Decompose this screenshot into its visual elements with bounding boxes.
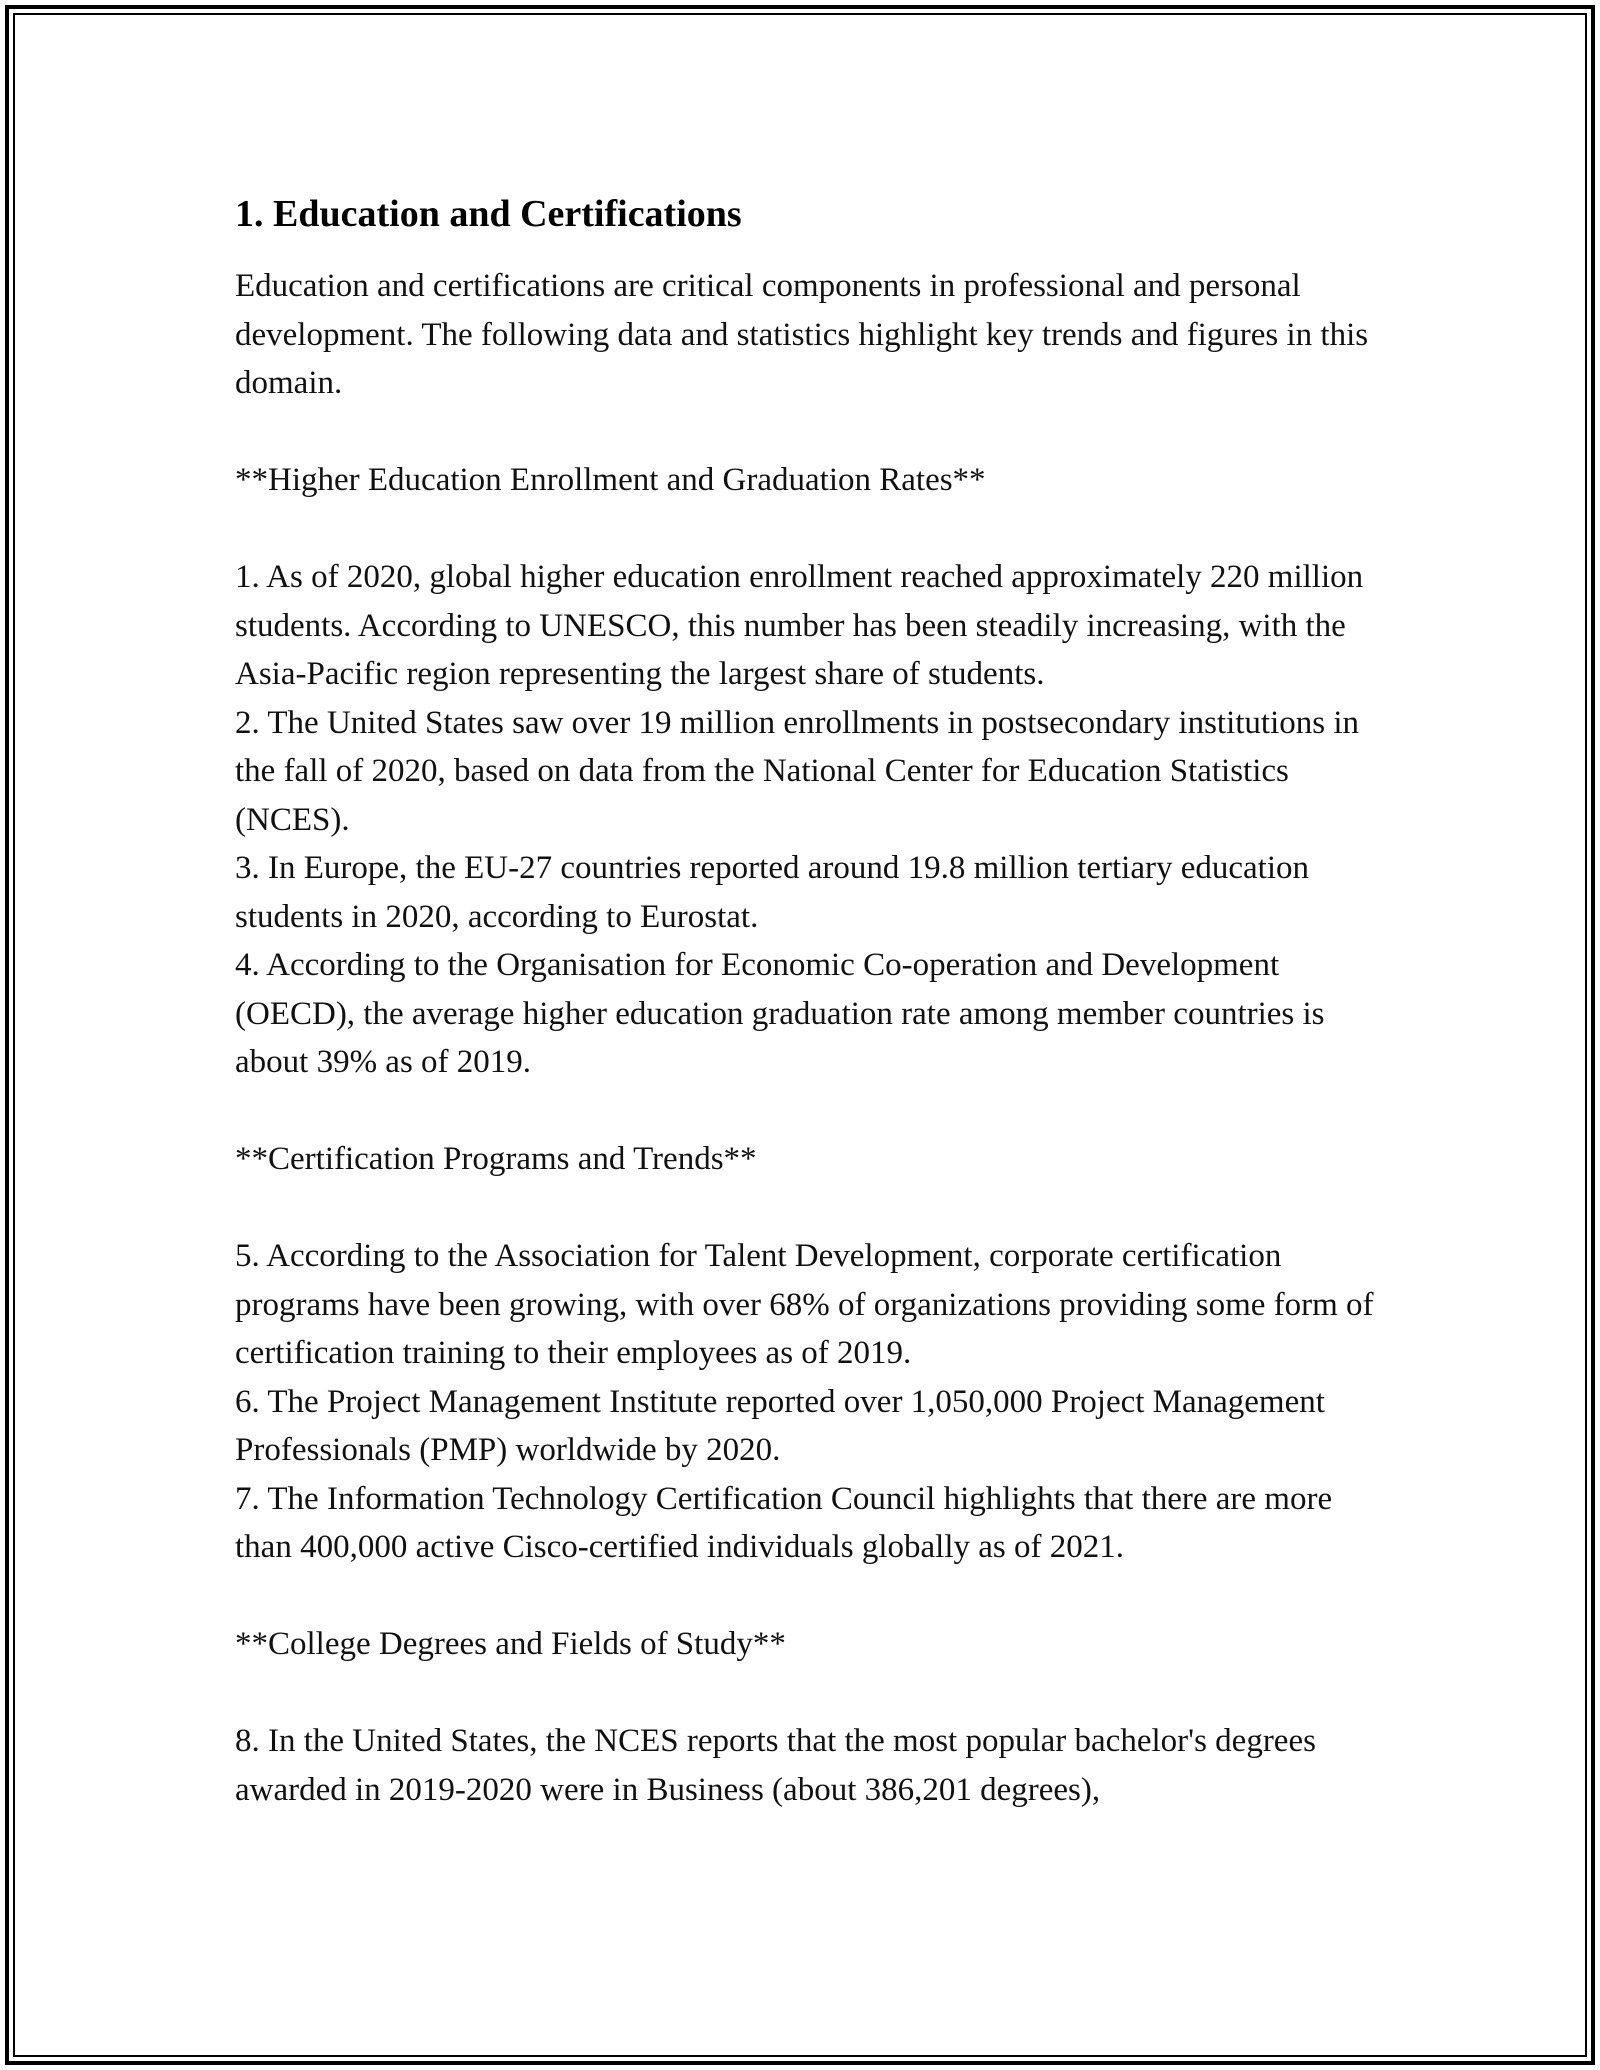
spacer [235, 505, 1385, 554]
list-item: 7. The Information Technology Certification Council highlights that there are more than 400,000 active Cisco-certified individuals globally as of 2021. [235, 1480, 1333, 1565]
list-item: 1. As of 2020, global higher education enrollment reached approximately 220 million students. According to UNESCO, this number has been steadily increasing, with the Asia-Pacific region representing the largest share of students. [235, 559, 1364, 692]
spacer [235, 1087, 1385, 1136]
list-item: 3. In Europe, the EU-27 countries reported around 19.8 million tertiary education students in 2020, according to Eurostat. [235, 850, 1310, 935]
list-item: 5. According to the Association for Talent Development, corporate certification programs have been growing, with over 68% of organizations providing some form of certification training to their employees as of 2019. [235, 1238, 1374, 1371]
spacer [235, 408, 1385, 457]
list-item: 6. The Project Management Institute reported over 1,050,000 Project Management Professionals (PMP) worldwide by 2020. [235, 1383, 1325, 1468]
intro-paragraph: Education and certifications are critical components in professional and personal development. The following data and statistics highlight key trends and figures in this domain. [235, 268, 1369, 401]
page-title: 1. Education and Certifications [235, 193, 742, 235]
document-body [235, 188, 1385, 1814]
section-heading-enrollment: **Higher Education Enrollment and Graduation Rates** [235, 462, 986, 498]
section-heading-degrees: **College Degrees and Fields of Study** [235, 1626, 786, 1662]
list-item: 8. In the United States, the NCES reports that the most popular bachelor's degrees awarded in 2019-2020 were in Business (about 386,201 degrees), [235, 1723, 1316, 1808]
spacer [235, 1184, 1385, 1233]
spacer [235, 1572, 1385, 1621]
list-item: 2. The United States saw over 19 million enrollments in postsecondary institutions in the fall of 2020, based on data from the National Center for Education Statistics (NCES). [235, 704, 1360, 838]
section-heading-certification: **Certification Programs and Trends** [235, 1141, 757, 1177]
list-item: 4. According to the Organisation for Economic Co-operation and Development (OECD), the average higher education graduation rate among member countries is about 39% as of 2019. [235, 947, 1325, 1080]
spacer [235, 1669, 1385, 1718]
